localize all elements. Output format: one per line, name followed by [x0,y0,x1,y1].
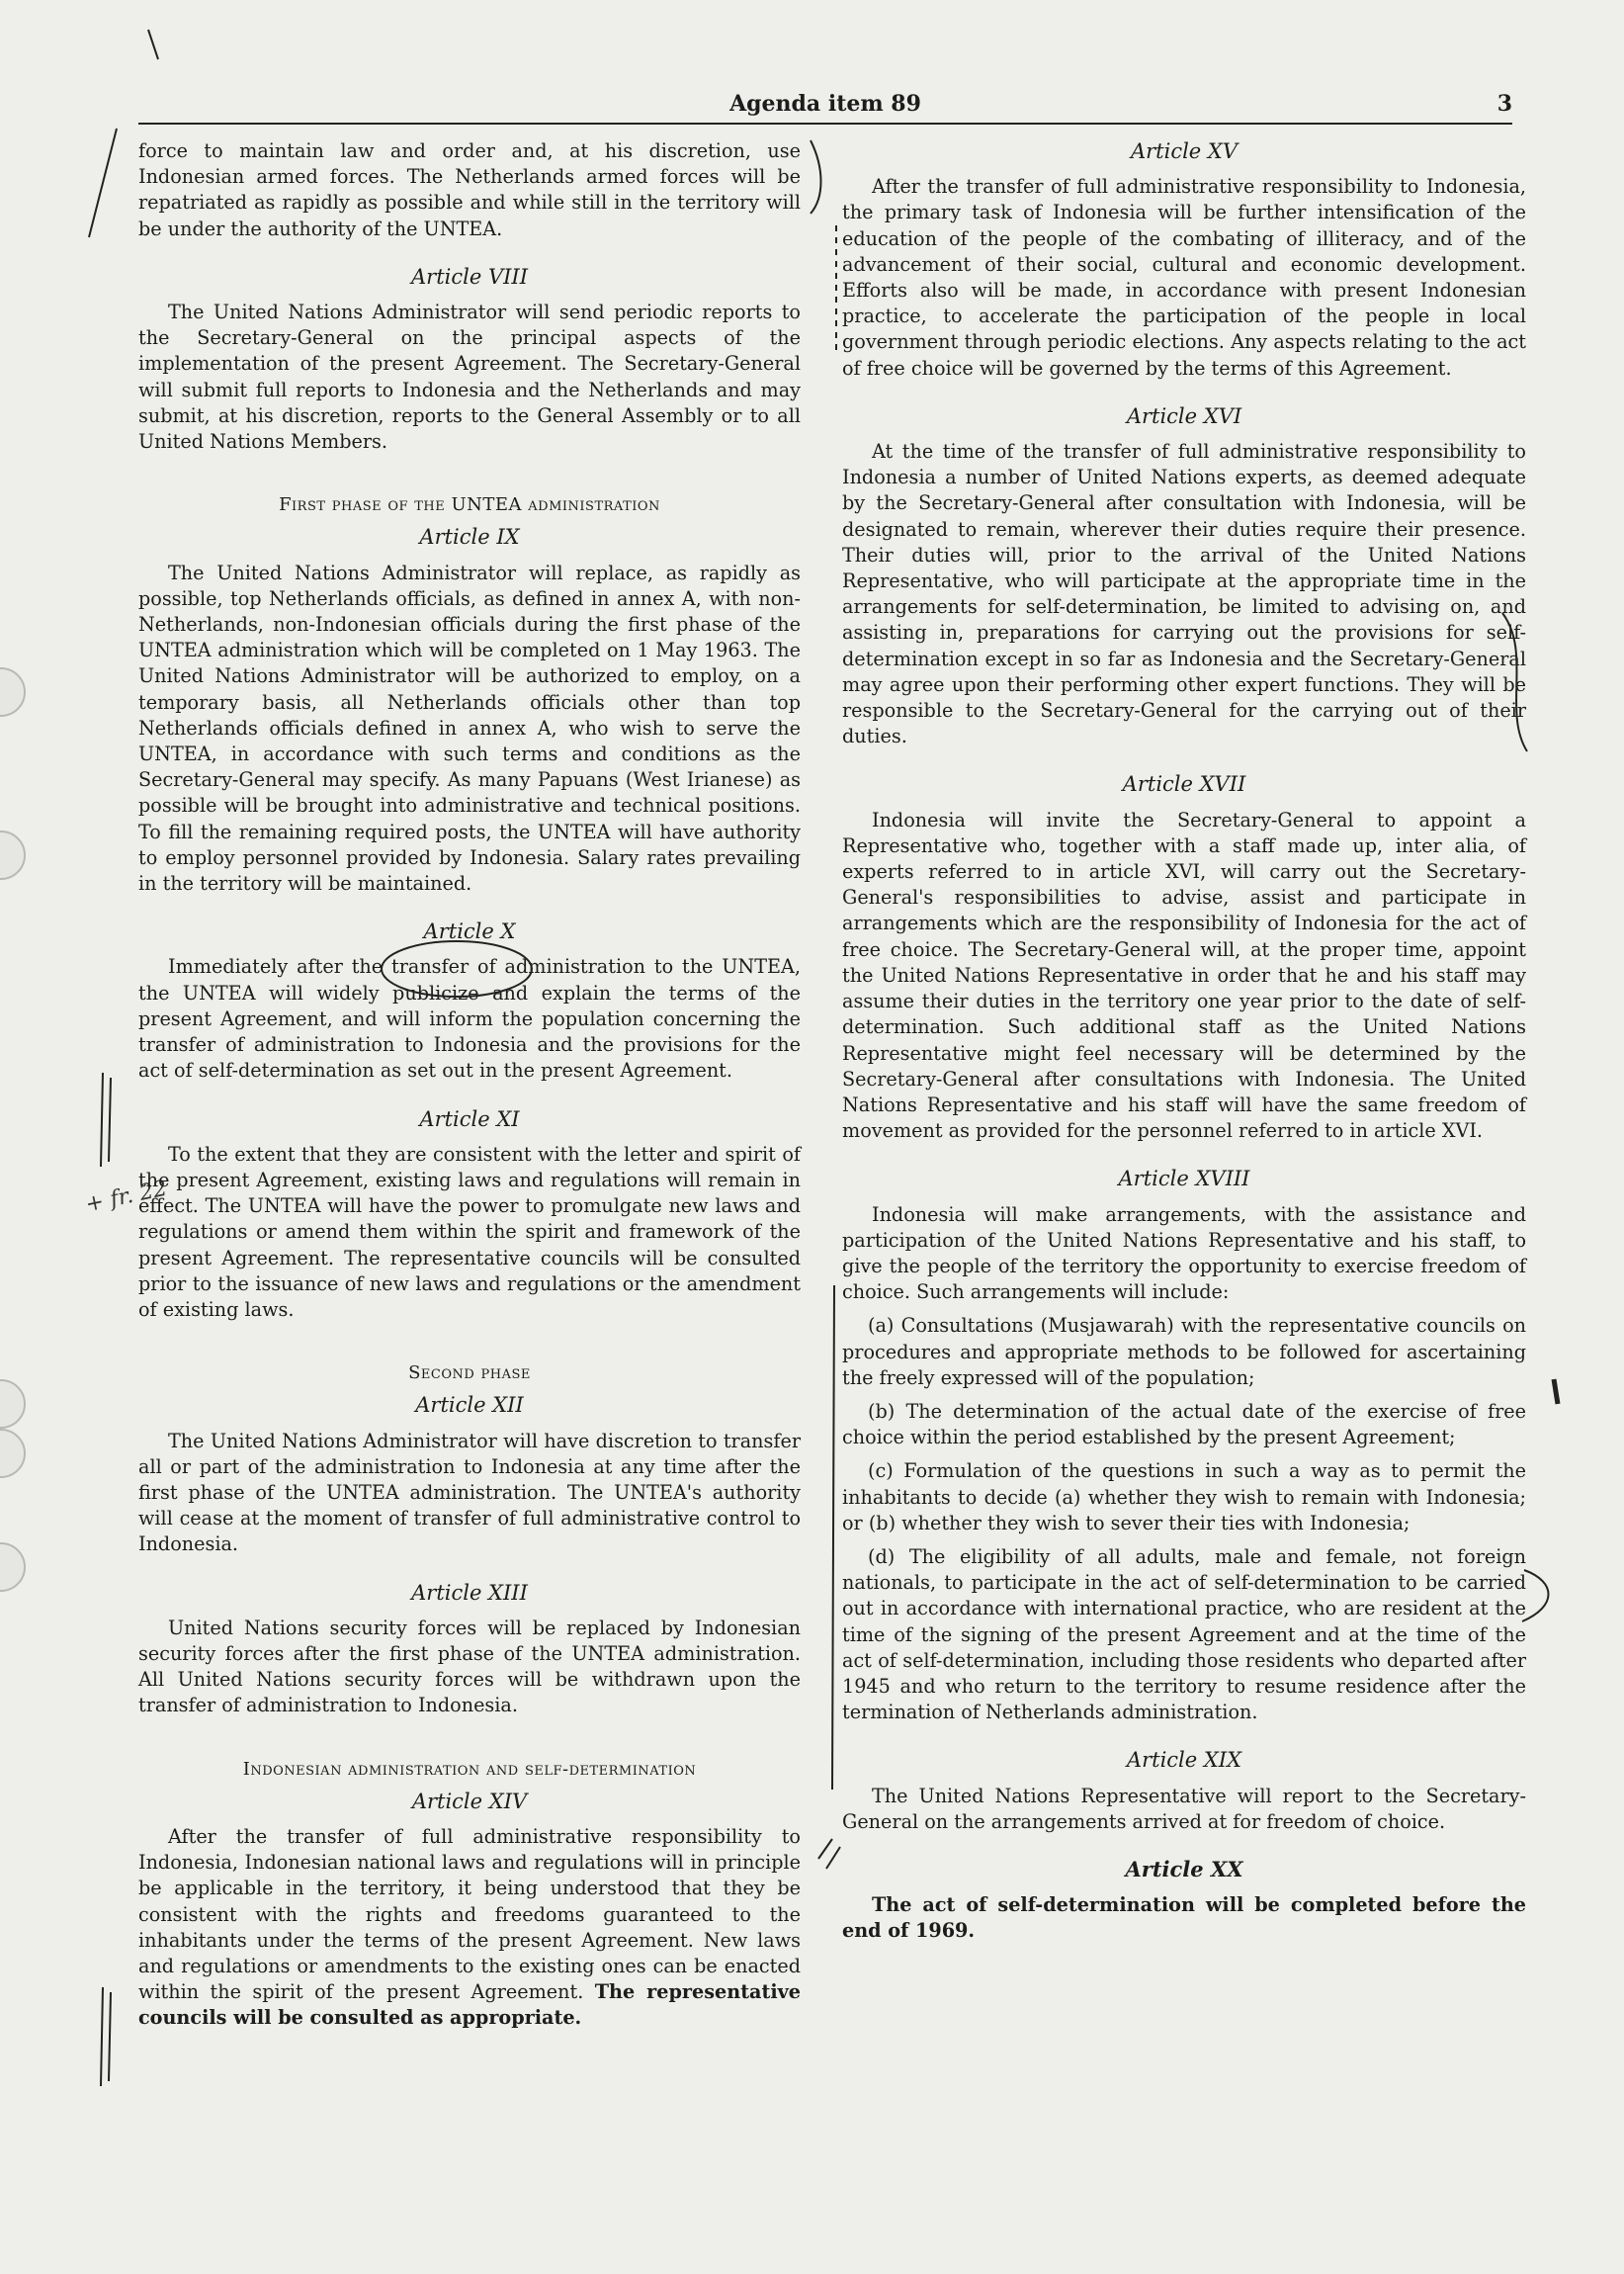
article-14-bold-sentence: The representative councils will be consulted as appropriate. [138,1980,801,2030]
article-16-text: At the time of the transfer of full administrative responsibility to Indonesia a number of United Nations experts, as deemed adequate by the Secretary-General after consultation with Indonesia, will be designated to remain, wherever their duties require their presence. Their duties will, prior to the arrival of the United Nations Representative, who will participate at the appropriate time in the arrangements for self-determination, be limited to advising on, and assisting in, preparations for carrying out the provisions for self-determination except in so far as Indonesia and the Secretary-General may agree upon their performing other expert functions. They will be responsible to the Secretary-General for the carrying out of their duties. [842,440,1526,748]
margin-stroke [148,30,158,59]
article-10-title: Article X [423,919,516,944]
article-9-text: The United Nations Administrator will replace, as rapidly as possible, top Netherlands officials, as defined in annex A, with non-Netherlands, non-Indonesian officials during the first phase of the UNTEA administration which will be completed on 1 May 1963. The United Nations Administrator will be authorized to employ, on a temporary basis, all Netherlands officials other than top Netherlands officials defined in annex A, who wish to serve the UNTEA, in accordance with such terms and conditions as the Secretary-General may specify. As many Papuans (West Irianese) as possible will be brought into administrative and technical positions. To fill the remaining required posts, the UNTEA will have authority to employ personnel provided by Indonesia. Salary rates prevailing in the territory will be maintained. [138,561,801,896]
article-18-text: Indonesia will make arrangements, with the assistance and participation of the United Nations Representative and his staff, to give the people of the territory the opportunity to exercise freedom of choice. Such arrangements will include: [842,1202,1526,1304]
article-13-text: United Nations security forces will be replaced by Indonesian security forces after the first phase of the UNTEA administration. All United Nations security forces will be withdrawn upon the transfer of administration to Indonesia. [138,1616,801,1717]
page-header [138,91,1512,123]
article-18-item-a: (a) Consultations (Musjawarah) with the representative councils on procedures and appropriate methods to be followed for ascertaining the freely expressed will of the population; [842,1314,1526,1389]
header-rule [138,123,1512,125]
article-14-title: Article XIV [411,1789,528,1813]
section-indonesian-administration-title: Indonesian administration and self-determination [242,1758,697,1780]
article-20-text: The act of self-determination will be completed before the end of 1969. [842,1893,1526,1943]
article-11-title: Article XI [419,1106,520,1131]
margin-bars-article-xiv [101,1987,111,2086]
page-number: 3 [1496,91,1512,117]
article-13-title: Article XIII [411,1580,528,1605]
side-bracket [811,140,821,214]
punch-hole [0,1542,26,1592]
article-14-text [138,1824,801,2032]
article-11-text: To the extent that they are consistent with the letter and spirit of the present Agreement, existing laws and regulations will remain in effect. The UNTEA will have the power to promulgate new laws and regulations or amend them within the spirit and framework of the present Agreement. The representative councils will be consulted prior to the issuance of new laws and regulations or the amendment of existing laws. [138,1142,801,1321]
punch-hole [0,667,26,717]
section-first-phase-title: First phase of the UNTEA administration [279,494,660,516]
article-19-text: The United Nations Representative will report to the Secretary-General on the arrangements arrived at for freedom of choice. [842,1784,1526,1833]
margin-bars-article-x [101,1073,111,1167]
margin-bar-article-xviii [832,1285,834,1790]
article-19-title: Article XIX [1126,1748,1242,1773]
article-8-text: The United Nations Administrator will send periodic reports to the Secretary-General on the principal aspects of the implementation of the present Agreement. The Secretary-General will submit full reports to Indonesia and the Netherlands and may submit, at his discretion, reports to the General Assembly or to all United Nations Members. [138,301,801,454]
right-column [842,138,1526,1945]
bullet-mark [1554,1379,1558,1404]
article-12-title: Article XII [415,1393,524,1418]
margin-stroke [89,129,117,237]
article-18-title: Article XVIII [1118,1167,1250,1191]
article-8-title: Article VIII [411,264,528,289]
left-column [138,138,801,2032]
article-17-text: Indonesia will invite the Secretary-General to appoint a Representative who, together with a staff made up, inter alia, of experts referred to in article XVI, will carry out the Secretary-General's responsibilities to advise, assist and participate in arrangements which are the responsibility of Indonesia for the act of free choice. The Secretary-General will, at the proper time, appoint the United Nations Representative in order that he and his staff may assume their duties in the territory one year prior to the date of self-determination. Such additional staff as the United Nations Representative might feel necessary will be determined by the Secretary-General after consultations with Indonesia. The United Nations Representative and his staff will have the same freedom of movement as provided for the personnel referred to in article XVI. [842,808,1526,1143]
article-15-title: Article XV [1130,139,1239,163]
punch-hole [0,1429,26,1478]
article-16-title: Article XVI [1126,403,1242,428]
article-10-text: Immediately after the transfer of administration to the UNTEA, the UNTEA will widely publicize and explain the terms of the present Agreement, and will inform the population concerning the transfer of administration to Indonesia and the provisions for the act of self-determination as set out in the present Agreement. [138,955,801,1083]
handwritten-note: + fr. 22 [83,1176,170,1218]
punch-hole [0,831,26,880]
pen-tick [818,1839,840,1869]
punch-hole [0,1379,26,1429]
article-15-text: After the transfer of full administrative responsibility to Indonesia, the primary task of Indonesia will be further intensification of the education of the people of the combating of illiteracy, and of the advancement of their social, cultural and economic development. Efforts also will be made, in accordance with present Indonesian practice, to accelerate the participation of the people in local government through periodic elections. Any aspects relating to the act of free choice will be governed by the terms of this Agreement. [842,175,1526,380]
article-14-body: After the transfer of full administrative responsibility to Indonesia, Indonesian national laws and regulations will in principle be applicable in the territory, it being understood that they be consistent with the rights and freedoms guaranteed to the inhabitants under the terms of the present Agreement. New laws and regulations or amendments to the existing ones can be enacted within the spirit of the present Agreement. [138,1824,801,2004]
article-18-item-b: (b) The determination of the actual date of the exercise of free choice within the period established by the present Agreement; [842,1399,1526,1449]
article-17-title: Article XVII [1122,772,1246,797]
article-18-item-c: (c) Formulation of the questions in such a way as to permit the inhabitants to decide (a) whether they wish to remain with Indonesia; or (b) whether they wish to sever their ties with Indonesia; [842,1459,1526,1534]
article-20-title: Article XX [1125,1856,1243,1881]
article-18-item-d: (d) The eligibility of all adults, male and female, not foreign nationals, to participate in the act of self-determination to be carried out in accordance with international practice, who are resident at the time of the signing of the present Agreement and at the time of the act of self-determination, including those residents who departed after 1945 and who return to the territory to resume residence after the termination of Netherlands administration. [842,1544,1526,1724]
article-12-text: The United Nations Administrator will have discretion to transfer all or part of the administration to Indonesia at any time after the first phase of the UNTEA administration. The UNTEA's authority will cease at the moment of transfer of full administrative control to Indonesia. [138,1429,801,1556]
intro-paragraph: force to maintain law and order and, at his discretion, use Indonesian armed forces. The Netherlands armed forces will be repatriated as rapidly as possible and while still in the territory will be under the authority of the UNTEA. [138,139,801,240]
section-second-phase-title: Second phase [408,1362,531,1384]
article-9-title: Article IX [419,525,520,550]
header-title: Agenda item 89 [729,91,921,117]
